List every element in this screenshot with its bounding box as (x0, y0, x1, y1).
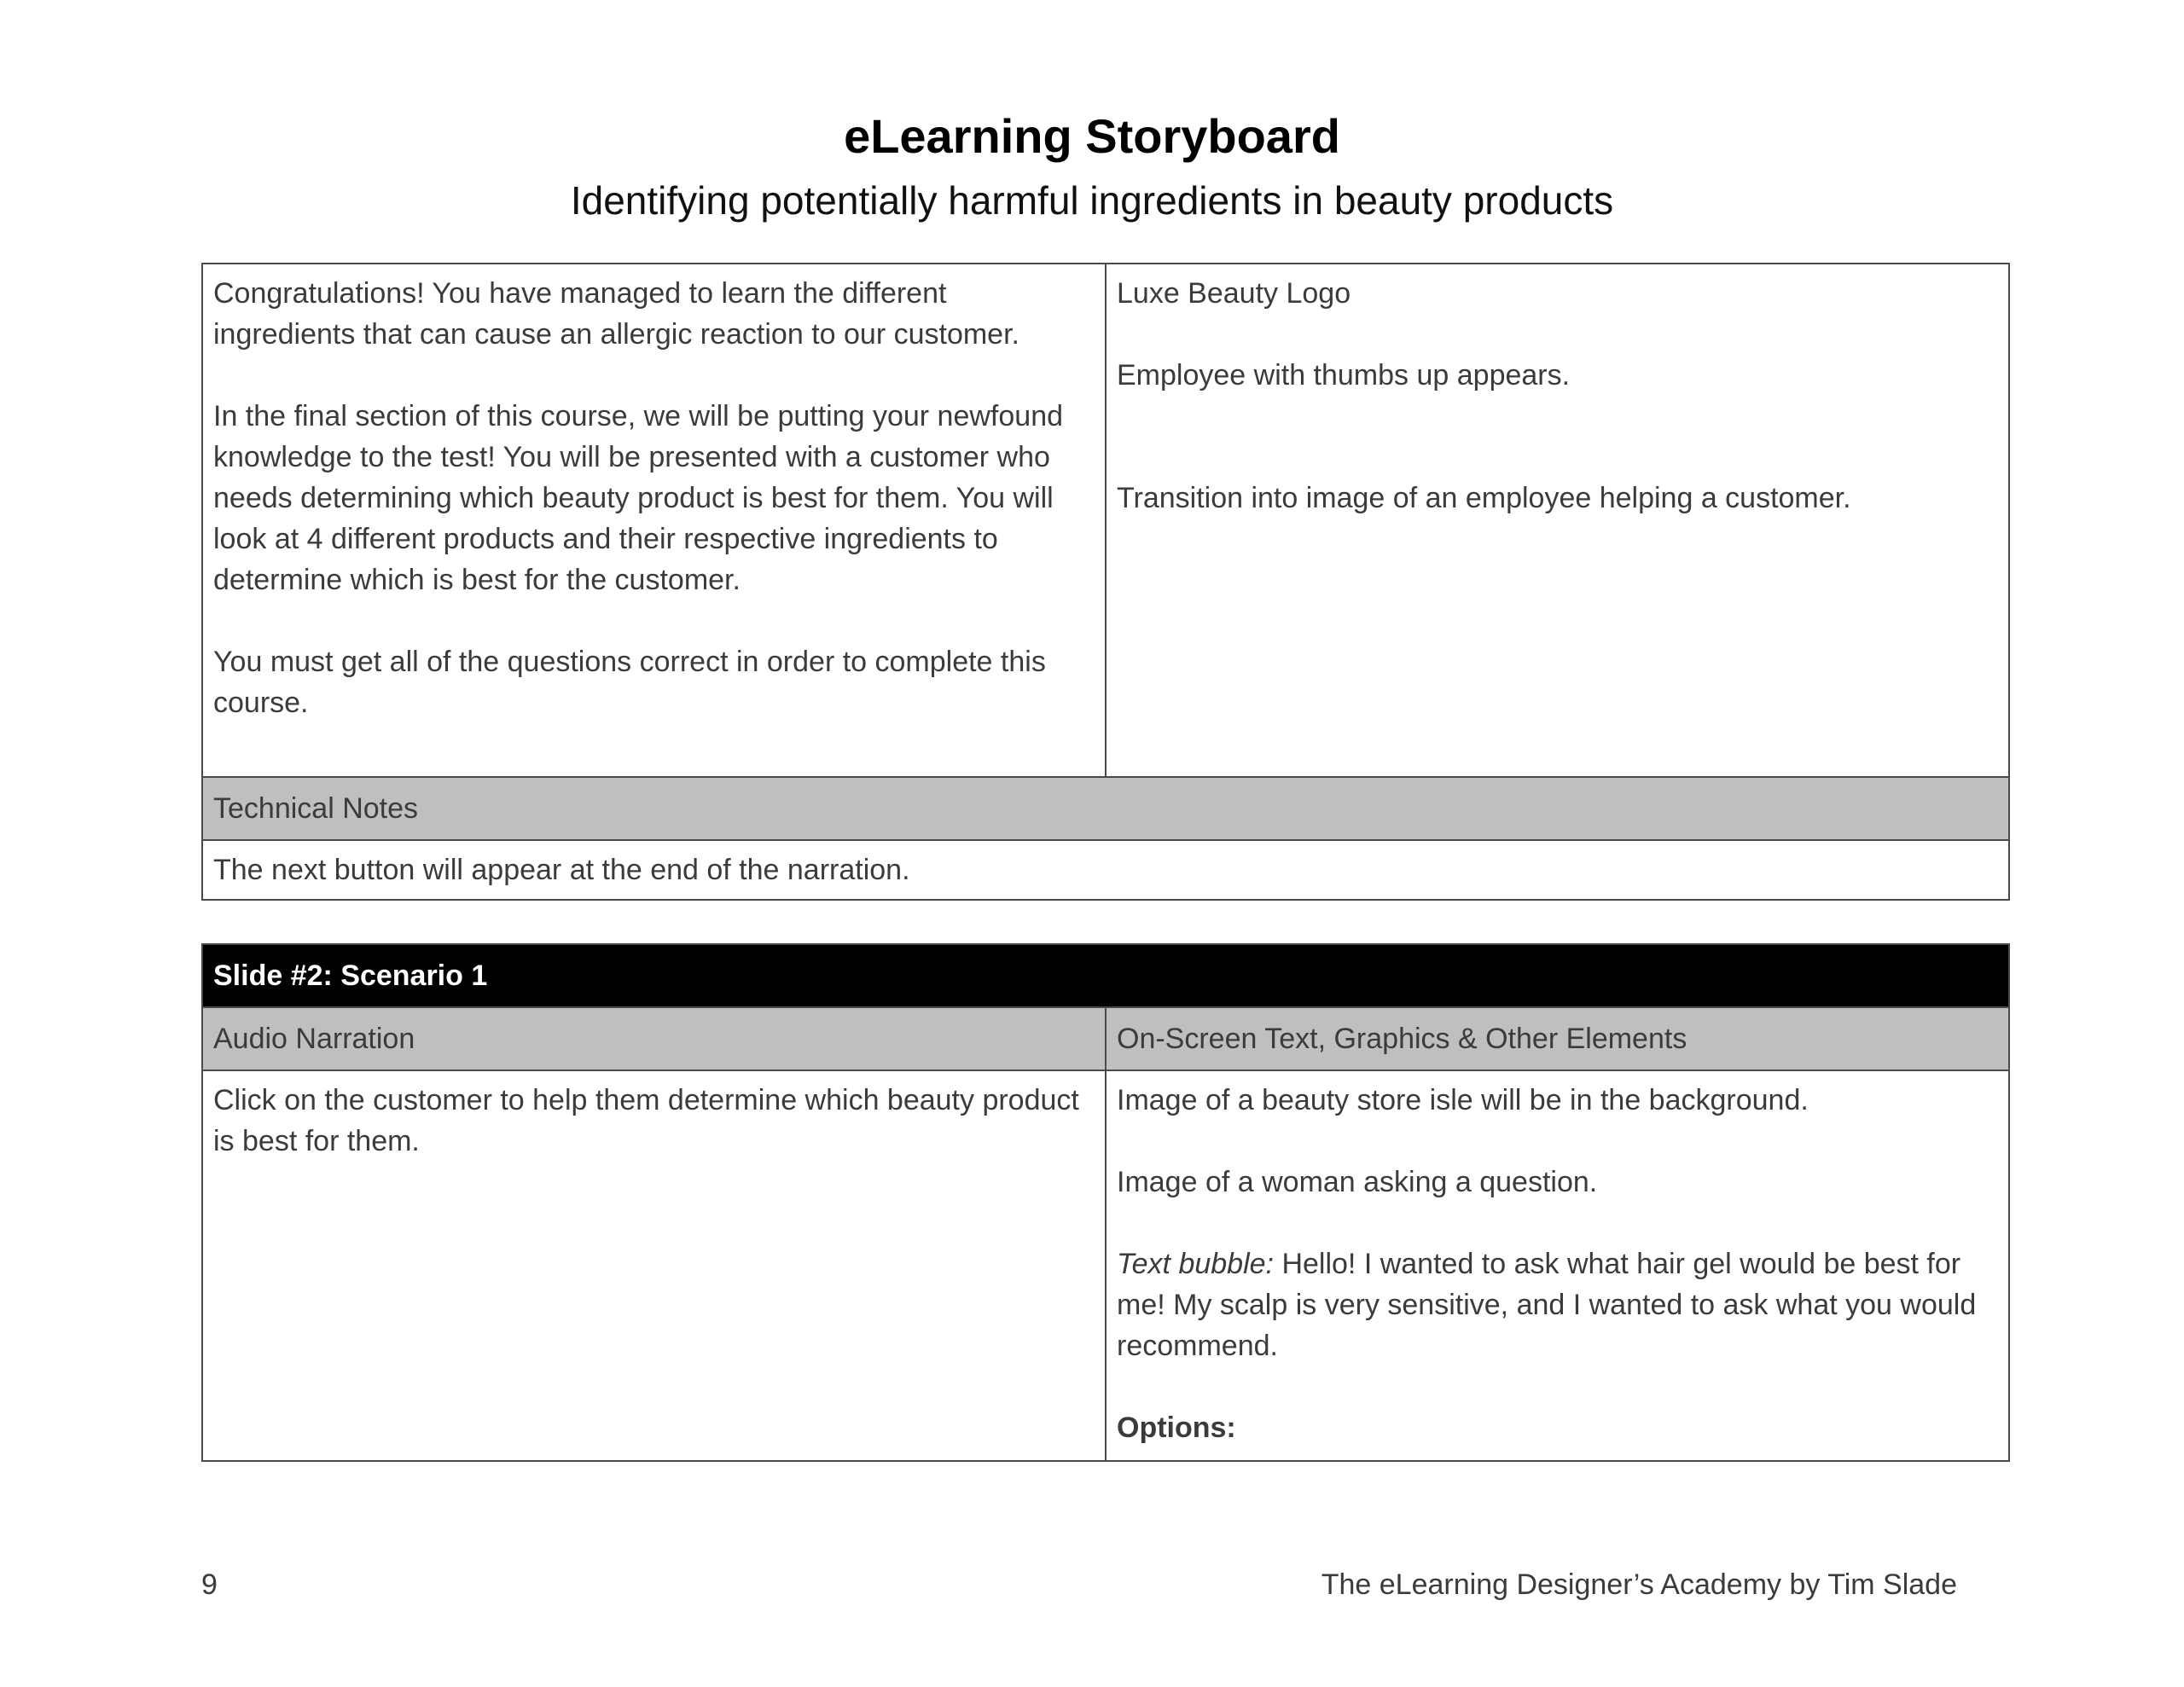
page-header (0, 102, 2184, 230)
slide-1-audio-narration-cell (202, 264, 1106, 777)
technical-notes-header-row (202, 777, 2009, 840)
onscreen-elements-header: On-Screen Text, Graphics & Other Elements (1106, 1007, 2009, 1070)
slide-1-table (201, 263, 2010, 901)
audio-narration-header: Audio Narration (202, 1007, 1106, 1070)
options-label: Options: (1117, 1412, 1236, 1444)
slide-1-onscreen-cell (1106, 264, 2009, 777)
slide-2-audio-narration-cell (202, 1070, 1106, 1461)
technical-notes-text: The next button will appear at the end of the narration. (202, 840, 2009, 900)
onscreen-logo-note: Luxe Beauty Logo (1117, 277, 1351, 310)
slide-2-narration-text: Click on the customer to help them determine which beauty product is best for them. (213, 1084, 1079, 1157)
slide-2-table (201, 943, 2010, 1462)
background-image-note: Image of a beauty store isle will be in the background. (1117, 1084, 1809, 1116)
narration-paragraph-1: Congratulations! You have managed to learn the different ingredients that can cause an allergic reaction to our customer. (213, 277, 1019, 351)
page-number: 9 (201, 1568, 218, 1601)
narration-paragraph-2: In the final section of this course, we will be putting your newfound knowledge to the test! You will be presented with a customer who needs determining which beauty product is best for them. You will look at 4 different products and their respective ingredients to determine which is best for the customer. (213, 400, 1064, 596)
technical-notes-label: Technical Notes (202, 777, 2009, 840)
footer-credit: The eLearning Designer’s Academy by Tim Slade (1321, 1568, 1957, 1601)
narration-paragraph-3: You must get all of the questions correct in order to complete this course. (213, 646, 1046, 719)
slide-2-content-row (202, 1070, 2009, 1461)
text-bubble-label: Text bubble: (1117, 1248, 1274, 1280)
woman-image-note: Image of a woman asking a question. (1117, 1166, 1598, 1198)
document-title: eLearning Storyboard (844, 109, 1340, 163)
onscreen-employee-note: Employee with thumbs up appears. (1117, 359, 1571, 391)
document-subtitle: Identifying potentially harmful ingredients in beauty products (570, 178, 1614, 223)
slide-2-title-row (202, 944, 2009, 1007)
slide-2-column-headers (202, 1007, 2009, 1070)
text-bubble-note (1117, 1244, 1998, 1366)
slide-1-content-row (202, 264, 2009, 777)
slide-2-title: Slide #2: Scenario 1 (202, 944, 2009, 1007)
technical-notes-row (202, 840, 2009, 900)
onscreen-transition-note: Transition into image of an employee helping a customer. (1117, 482, 1851, 514)
slide-2-onscreen-cell (1106, 1070, 2009, 1461)
text-bubble-text: Hello! I wanted to ask what hair gel would be best for me! My scalp is very sensitive, and I wanted to ask what you would recommend. (1117, 1248, 1977, 1362)
